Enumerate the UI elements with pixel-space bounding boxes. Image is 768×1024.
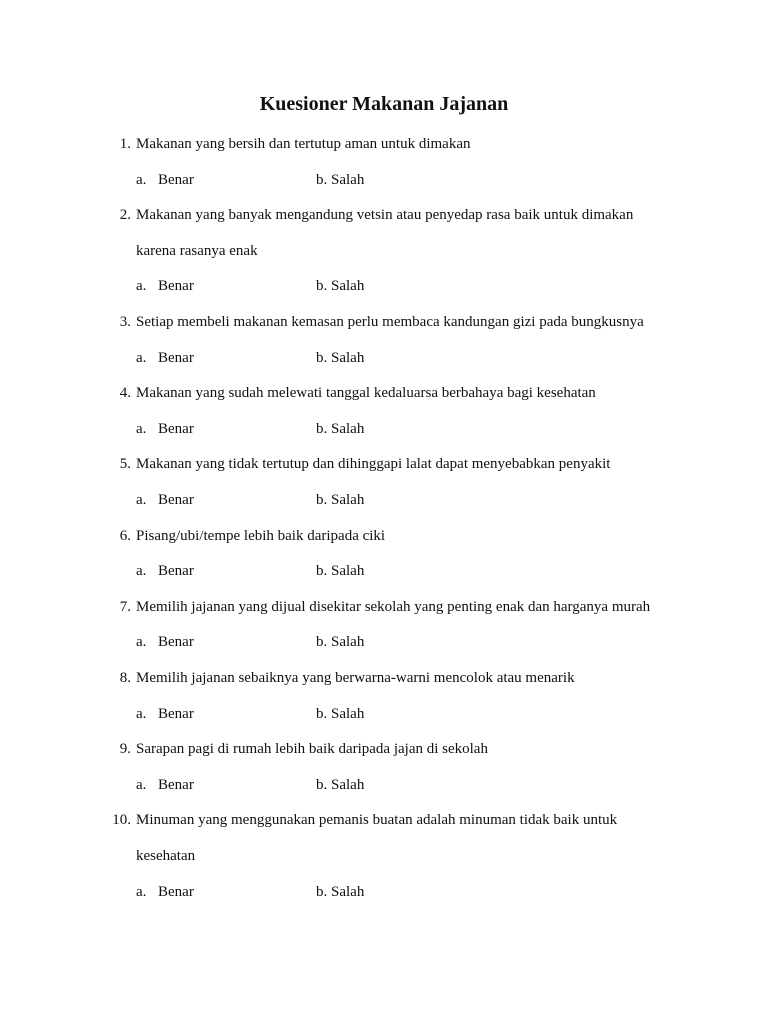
option-a-letter: a. [136, 634, 147, 651]
option-a-benar: Benar [158, 349, 194, 366]
question-number: 3. [119, 314, 131, 330]
option-a-benar: Benar [158, 278, 194, 295]
option-b-salah: b. Salah [316, 883, 365, 900]
option-a-benar: Benar [158, 492, 194, 508]
option-b-salah: b. Salah [316, 492, 365, 508]
option-a-benar: Benar [158, 776, 194, 793]
question-text: Setiap membeli makanan kemasan perlu membaca kandungan gizi pada bungkusnya [136, 314, 644, 330]
option-a-letter: a. [136, 349, 147, 366]
option-a-benar: Benar [158, 883, 194, 900]
option-a-letter: a. [136, 563, 147, 580]
question-text: kesehatan [136, 848, 196, 864]
question-text: Makanan yang bersih dan tertutup aman untuk dimakan [136, 136, 471, 152]
option-a-letter: a. [136, 492, 147, 508]
question-text: karena rasanya enak [136, 242, 258, 259]
option-a-benar: Benar [158, 563, 194, 580]
question-number: 7. [119, 598, 131, 615]
question-text: Sarapan pagi di rumah lebih baik daripada jajan di sekolah [136, 741, 488, 758]
option-b-salah: b. Salah [316, 349, 365, 366]
question-text: Makanan yang tidak tertutup dan dihinggapi lalat dapat menyebabkan penyakit [136, 456, 611, 473]
option-b-salah: b. Salah [316, 278, 365, 295]
option-a-letter: a. [136, 420, 147, 437]
option-a-letter: a. [136, 705, 147, 722]
question-number: 10. [112, 812, 131, 829]
option-b-salah: b. Salah [316, 776, 365, 793]
option-a-letter: a. [136, 776, 147, 793]
question-number: 1. [119, 136, 131, 152]
question-number: 9. [119, 741, 131, 758]
question-text: Pisang/ubi/tempe lebih baik daripada ciki [136, 527, 386, 544]
option-a-benar: Benar [158, 634, 194, 651]
question-text: Makanan yang banyak mengandung vetsin atau penyedap rasa baik untuk dimakan [136, 207, 634, 224]
option-b-salah: b. Salah [316, 705, 365, 722]
option-a-benar: Benar [158, 420, 194, 437]
option-b-salah: b. Salah [316, 634, 365, 651]
question-text: Memilih jajanan yang dijual disekitar sekolah yang penting enak dan harganya murah [136, 598, 651, 615]
option-a-letter: a. [136, 883, 147, 900]
option-a-letter: a. [136, 171, 147, 188]
question-number: 6. [119, 527, 131, 544]
question-text: Makanan yang sudah melewati tanggal kedaluarsa berbahaya bagi kesehatan [136, 385, 596, 402]
page-title: Kuesioner Makanan Jajanan [259, 93, 509, 115]
question-text: Minuman yang menggunakan pemanis buatan adalah minuman tidak baik untuk [136, 812, 618, 829]
question-number: 4. [119, 385, 131, 402]
question-number: 2. [119, 207, 131, 224]
option-a-benar: Benar [158, 171, 194, 188]
question-text: Memilih jajanan sebaiknya yang berwarna-warni mencolok atau menarik [136, 670, 575, 686]
option-b-salah: b. Salah [316, 563, 365, 580]
question-number: 8. [119, 670, 131, 686]
question-number: 5. [119, 456, 131, 473]
option-b-salah: b. Salah [316, 171, 365, 188]
option-a-benar: Benar [158, 705, 194, 722]
option-b-salah: b. Salah [316, 420, 365, 437]
option-a-letter: a. [136, 278, 147, 295]
